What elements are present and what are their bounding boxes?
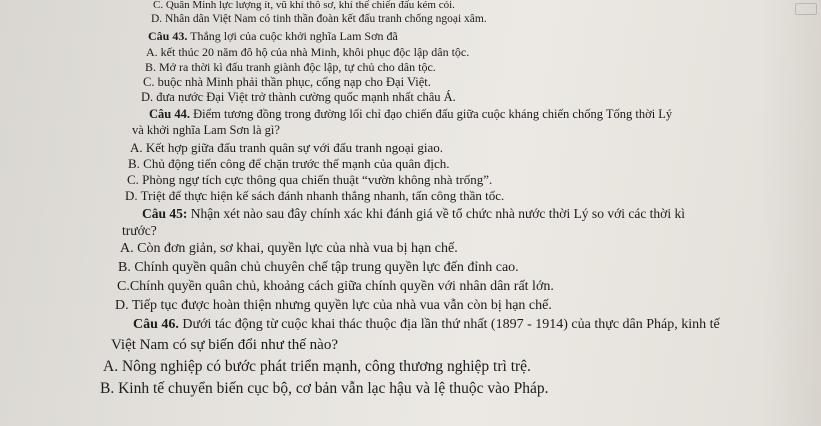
line-text: C. buộc nhà Minh phải thần phục, cống nạp cho Đại Việt.	[143, 75, 431, 89]
q45-option-a	[120, 242, 458, 256]
q44-stem-continued	[132, 124, 280, 137]
line-text: A. kết thúc 20 năm đô hộ của nhà Minh, khôi phục độc lập dân tộc.	[146, 45, 470, 59]
question-number: Câu 46.	[133, 317, 179, 332]
line-text: D. Tiếp tục được hoàn thiện nhưng quyền lực của nhà vua vẫn còn bị hạn chế.	[115, 298, 552, 313]
line-text: A. Kết hợp giữa đấu tranh quân sự với đấu tranh ngoại giao.	[130, 140, 444, 155]
line-text: B. Kinh tế chuyển biến cục bộ, cơ bản vẫn lạc hậu và lệ thuộc vào Pháp.	[100, 380, 549, 397]
question-number: Câu 45:	[142, 206, 188, 221]
question-number: Câu 44.	[149, 107, 190, 121]
q44-option-c	[127, 173, 492, 186]
line-text: A. Nông nghiệp có bước phát triển mạnh, công thương nghiệp trì trệ.	[103, 358, 531, 375]
q45-stem-continued	[122, 224, 157, 238]
q42-option-c	[153, 0, 455, 11]
line-text: C.Chính quyền quân chủ, khoảng cách giữa chính quyền với nhân dân rất lớn.	[117, 279, 554, 294]
line-text: D. Triệt để thực hiện kế sách đánh nhanh thắng nhanh, tấn công thần tốc.	[125, 188, 505, 203]
q43-option-d	[141, 91, 456, 104]
q45-option-c	[117, 280, 554, 294]
q43-option-a	[146, 46, 469, 58]
q42-option-d	[151, 14, 487, 26]
line-text: D. Nhân dân Việt Nam có tinh thần đoàn kết đấu tranh chống ngoại xâm.	[151, 13, 487, 25]
line-text: Điểm tương đồng trong đường lối chỉ đạo chiến đấu giữa cuộc kháng chiến chống Tống thời Lý	[189, 107, 673, 121]
q43-option-c	[143, 76, 431, 89]
q44-option-a	[130, 141, 443, 154]
line-text: B. Chủ động tiến công để chặn trước thế mạnh của quân địch.	[128, 156, 450, 171]
q46-stem-continued	[111, 338, 338, 353]
line-text: C. Quân Minh lực lượng ít, vũ khí thô sơ, khí thế chiến đấu kém cỏi.	[153, 0, 455, 11]
line-text: Dưới tác động từ cuộc khai thác thuộc địa lần thứ nhất (1897 - 1914) của thực dân Pháp, kinh tế	[178, 317, 720, 332]
line-text: B. Mở ra thời kì đấu tranh giành độc lập, tự chủ cho dân tộc.	[145, 60, 436, 74]
corner-stamp-icon	[795, 3, 817, 15]
q46-option-a	[103, 359, 531, 375]
line-text: A. Còn đơn giản, sơ khai, quyền lực của nhà vua bị hạn chế.	[120, 241, 458, 256]
q45-option-d	[115, 299, 552, 313]
q44-stem	[149, 108, 672, 121]
q43-stem	[148, 30, 398, 42]
line-text: D. đưa nước Đại Việt trở thành cường quốc mạnh nhất châu Á.	[141, 90, 456, 104]
q45-option-b	[118, 261, 519, 275]
page-shadow	[761, 0, 821, 426]
line-text: Việt Nam có sự biến đổi như thế nào?	[111, 337, 338, 353]
q46-stem	[133, 318, 720, 332]
question-number: Câu 43.	[148, 29, 188, 43]
line-text: trước?	[122, 223, 157, 238]
line-text: C. Phòng ngự tích cực thông qua chiến thuật “vườn không nhà trống”.	[127, 172, 493, 187]
q43-option-b	[145, 61, 436, 73]
line-text: B. Chính quyền quân chủ chuyên chế tập trung quyền lực đến đỉnh cao.	[118, 260, 519, 275]
line-text: và khởi nghĩa Lam Sơn là gì?	[132, 123, 280, 137]
q44-option-d	[125, 189, 504, 202]
line-text: Nhận xét nào sau đây chính xác khi đánh giá về tổ chức nhà nước thời Lý so với các thời kì	[187, 206, 685, 221]
line-text: Thắng lợi của cuộc khởi nghĩa Lam Sơn đã	[187, 29, 398, 43]
q46-option-b	[100, 381, 549, 397]
q44-option-b	[128, 157, 450, 170]
q45-stem	[142, 207, 685, 221]
